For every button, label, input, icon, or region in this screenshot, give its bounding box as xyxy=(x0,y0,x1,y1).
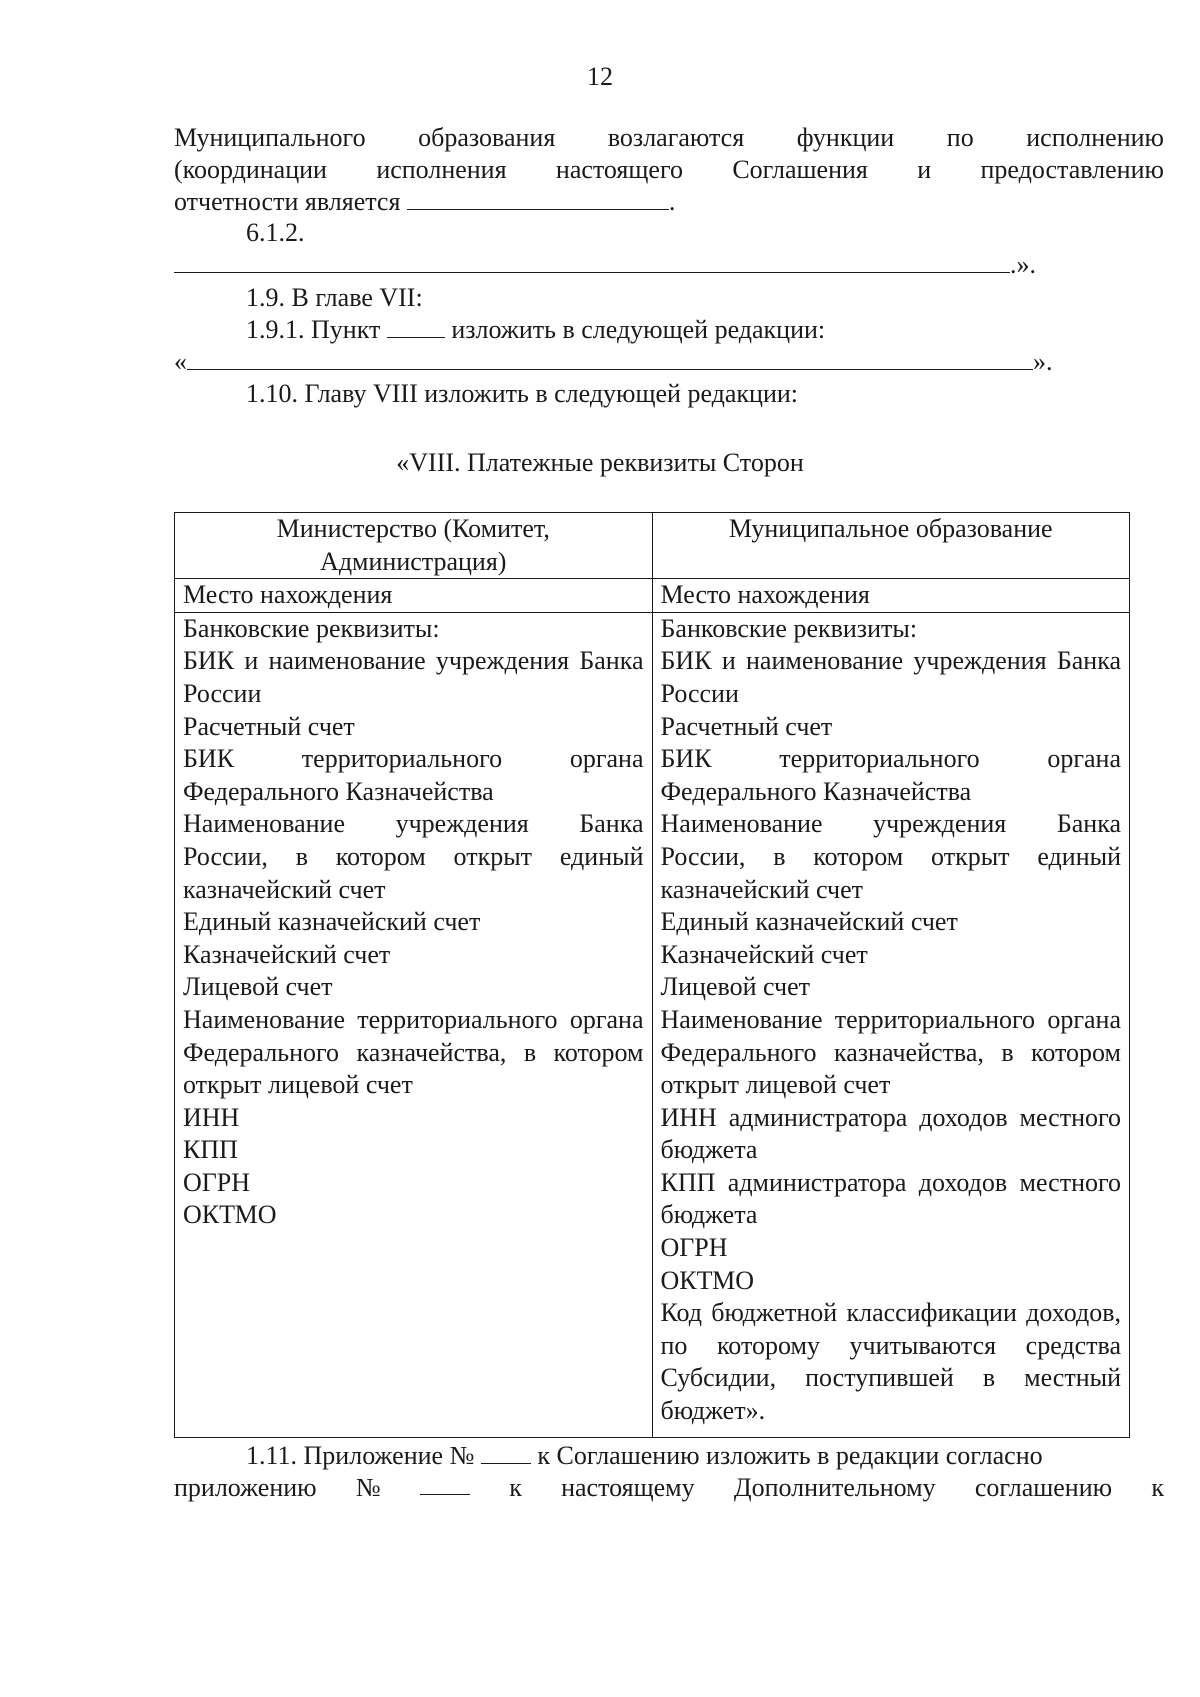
table-row: Банковские реквизиты: xyxy=(183,613,440,643)
word: № xyxy=(355,1473,381,1502)
word: к xyxy=(1151,1473,1164,1502)
table-row: Код бюджетной классификации доходов, по которому учитываются средства Субсидии, поступившей в местный бюджет». xyxy=(660,1298,1121,1426)
clause-1-11-line2 xyxy=(174,1472,1164,1504)
word: настоящему xyxy=(561,1473,695,1502)
table-row: ОКТМО xyxy=(183,1200,277,1230)
para1-line3-end: . xyxy=(668,187,676,216)
table-row: ОГРН xyxy=(183,1167,251,1197)
word: Дополнительному xyxy=(733,1473,936,1502)
clause-1-11-prefix: 1.11. Приложение № xyxy=(246,1441,475,1470)
word: предоставлению xyxy=(980,155,1164,184)
word: образования xyxy=(418,123,556,152)
table-row: Наименование учреждения Банка России, в котором открыт единый казначейский счет xyxy=(183,809,644,904)
word: Соглашения xyxy=(732,155,868,184)
right-details xyxy=(652,612,1130,1437)
page-number: 12 xyxy=(587,62,613,91)
word: и xyxy=(917,155,932,184)
right-location: Место нахождения xyxy=(652,579,1130,613)
section-heading: «VIII. Платежные реквизиты Сторон xyxy=(396,448,804,477)
table-row: ИНН xyxy=(183,1102,240,1132)
clause-1-11-suffix: к Соглашению изложить в редакции согласно xyxy=(537,1441,1043,1470)
table-row: Лицевой счет xyxy=(660,972,811,1002)
word: Муниципального xyxy=(174,123,366,152)
quote-close: ». xyxy=(1033,347,1053,376)
table-row: Наименование территориального органа Федерального казначейства, в котором открыт лицевой счет xyxy=(660,1004,1121,1100)
table-row: БИК территориального органа Федерального Казначейства xyxy=(660,744,1121,806)
table-row: БИК территориального органа Федерального Казначейства xyxy=(183,744,644,806)
clause-1-11-line1 xyxy=(246,1440,1164,1472)
word: настоящего xyxy=(555,155,683,184)
para1-line3-text: отчетности является xyxy=(174,187,401,216)
table-row: Лицевой счет xyxy=(183,972,333,1002)
fill-blank xyxy=(387,315,445,338)
word-group xyxy=(356,1472,381,1504)
fill-blank xyxy=(174,250,1010,273)
table-row: Расчетный счет xyxy=(660,711,833,741)
right-header: Муниципальное образование xyxy=(652,513,1130,579)
table-row: Расчетный счет xyxy=(183,711,355,741)
table-row: Казначейский счет xyxy=(183,939,391,969)
clause-6-1-2-end: .». xyxy=(1010,250,1036,279)
left-header: Министерство (Комитет, Администрация) xyxy=(175,513,653,579)
table-row: Наименование учреждения Банка России, в котором открыт единый казначейский счет xyxy=(660,809,1121,904)
fill-blank xyxy=(481,1441,531,1464)
para1-line1 xyxy=(174,122,1164,154)
word: функции xyxy=(796,123,895,152)
table-row: БИК и наименование учреждения Банка России xyxy=(660,646,1121,708)
word: (координации xyxy=(174,155,327,184)
table-row: Единый казначейский счет xyxy=(183,907,481,937)
fill-blank xyxy=(187,347,1033,370)
table-details-row xyxy=(175,612,1130,1437)
table-row: БИК и наименование учреждения Банка России xyxy=(183,646,644,708)
quote-open: « xyxy=(174,347,187,376)
table-row: Наименование территориального органа Федерального казначейства, в котором открыт лицевой счет xyxy=(183,1004,644,1100)
payment-details-table xyxy=(174,512,1130,1438)
table-row: ИНН администратора доходов местного бюджета xyxy=(660,1102,1121,1165)
word: приложению xyxy=(174,1473,317,1502)
word: по xyxy=(946,123,974,152)
table-header-row xyxy=(175,513,1130,579)
fill-blank xyxy=(407,187,669,210)
table-location-row xyxy=(175,579,1130,613)
table-row: КПП xyxy=(183,1135,238,1165)
table-row: Банковские реквизиты: xyxy=(660,613,918,643)
clause-1-9-1-suffix: изложить в следующей редакции: xyxy=(451,315,826,344)
word: исполнения xyxy=(376,155,507,184)
para1-line2 xyxy=(174,154,1164,186)
clause-6-1-2: 6.1.2. xyxy=(246,218,305,247)
word: исполнению xyxy=(1026,123,1164,152)
left-details xyxy=(175,612,653,1437)
clause-1-9: 1.9. В главе VII: xyxy=(246,283,423,312)
clause-6-1-2-blank-line xyxy=(174,249,1164,281)
clause-1-9-1-quote-line xyxy=(174,346,1164,378)
para1-line3 xyxy=(174,186,1164,218)
table-row: ОКТМО xyxy=(660,1265,755,1295)
clause-1-9-1 xyxy=(246,314,1164,346)
table-row: Единый казначейский счет xyxy=(660,907,958,937)
left-location: Место нахождения xyxy=(175,579,653,613)
fill-blank xyxy=(420,1472,470,1495)
table-row: ОГРН xyxy=(660,1233,728,1263)
clause-1-9-1-prefix: 1.9.1. Пункт xyxy=(246,315,381,344)
table-row: КПП администратора доходов местного бюджета xyxy=(660,1167,1121,1230)
word: соглашению xyxy=(974,1473,1113,1502)
table-row: Казначейский счет xyxy=(660,939,868,969)
word: к xyxy=(509,1473,522,1502)
clause-1-10: 1.10. Главу VIII изложить в следующей редакции: xyxy=(246,379,799,408)
word: возлагаются xyxy=(607,123,745,152)
